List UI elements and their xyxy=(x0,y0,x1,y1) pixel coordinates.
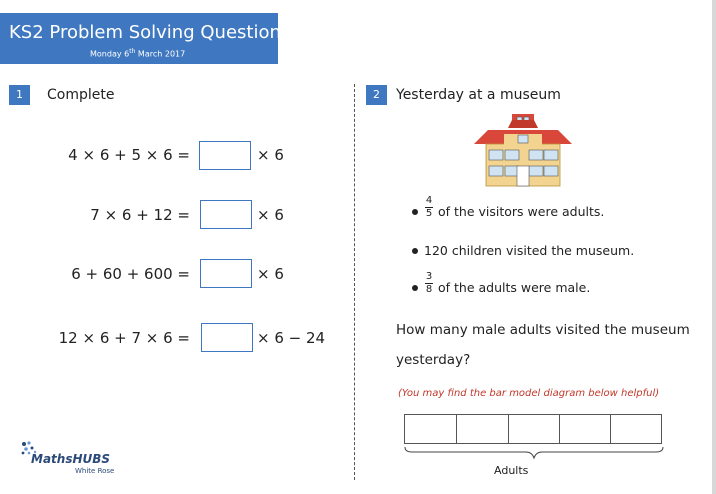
question-line-1: How many male adults visited the museum xyxy=(396,322,690,338)
bar-cell[interactable] xyxy=(404,414,457,444)
bar-cell[interactable] xyxy=(559,414,612,444)
title-banner xyxy=(0,13,291,64)
bullet-2-text: 120 children visited the museum. xyxy=(424,243,635,258)
hint-text: (You may find the bar model diagram below helpful) xyxy=(398,388,660,399)
equation-1-right: × 6 xyxy=(257,146,284,164)
equation-4-left: 12 × 6 + 7 × 6 = xyxy=(58,329,190,347)
logo-sub: White Rose xyxy=(75,467,115,475)
bar-label: Adults xyxy=(494,464,529,477)
date-sup: th xyxy=(129,48,136,55)
museum-icon xyxy=(474,110,572,188)
date-suffix: March 2017 xyxy=(135,49,186,59)
page-title: KS2 Problem Solving Questions xyxy=(9,22,291,43)
bar-cell[interactable] xyxy=(456,414,509,444)
question-1-number: 1 xyxy=(9,85,30,105)
fraction-four-fifths xyxy=(424,196,434,219)
fraction-three-eighths xyxy=(424,272,434,295)
fraction-3-denominator: 8 xyxy=(425,284,433,295)
logo-name: MathsHUBS xyxy=(31,452,111,466)
equation-4-right: × 6 − 24 xyxy=(257,329,326,347)
bullet-2-dot xyxy=(412,248,418,254)
bar-model xyxy=(404,414,662,444)
answer-box-3[interactable] xyxy=(200,259,252,288)
bar-brace-icon xyxy=(404,446,664,460)
equation-2-left: 7 × 6 + 12 = xyxy=(90,206,190,224)
fraction-1-denominator: 5 xyxy=(425,208,433,219)
date-prefix: Monday 6 xyxy=(90,49,130,59)
equation-3-left: 6 + 60 + 600 = xyxy=(71,265,190,283)
answer-box-1[interactable] xyxy=(199,141,251,170)
bullet-3-dot xyxy=(412,285,418,291)
column-divider xyxy=(354,84,355,480)
answer-box-2[interactable] xyxy=(200,200,252,229)
question-line-2: yesterday? xyxy=(396,352,471,368)
question-2-number: 2 xyxy=(366,85,387,105)
bullet-3-text: of the adults were male. xyxy=(438,280,591,295)
fraction-1-numerator: 4 xyxy=(425,195,433,206)
bar-cell[interactable] xyxy=(508,414,561,444)
question-1-heading: Complete xyxy=(47,87,115,103)
bar-cell[interactable] xyxy=(610,414,662,444)
bullet-1-dot xyxy=(412,209,418,215)
answer-box-4[interactable] xyxy=(201,323,253,352)
fraction-3-numerator: 3 xyxy=(425,271,433,282)
bullet-1-text: of the visitors were adults. xyxy=(438,204,605,219)
page-date xyxy=(90,48,185,59)
equation-2-right: × 6 xyxy=(257,206,284,224)
equation-3-right: × 6 xyxy=(257,265,284,283)
question-2-heading: Yesterday at a museum xyxy=(396,87,561,103)
equation-1-left: 4 × 6 + 5 × 6 = xyxy=(68,146,190,164)
page-edge xyxy=(712,0,716,494)
